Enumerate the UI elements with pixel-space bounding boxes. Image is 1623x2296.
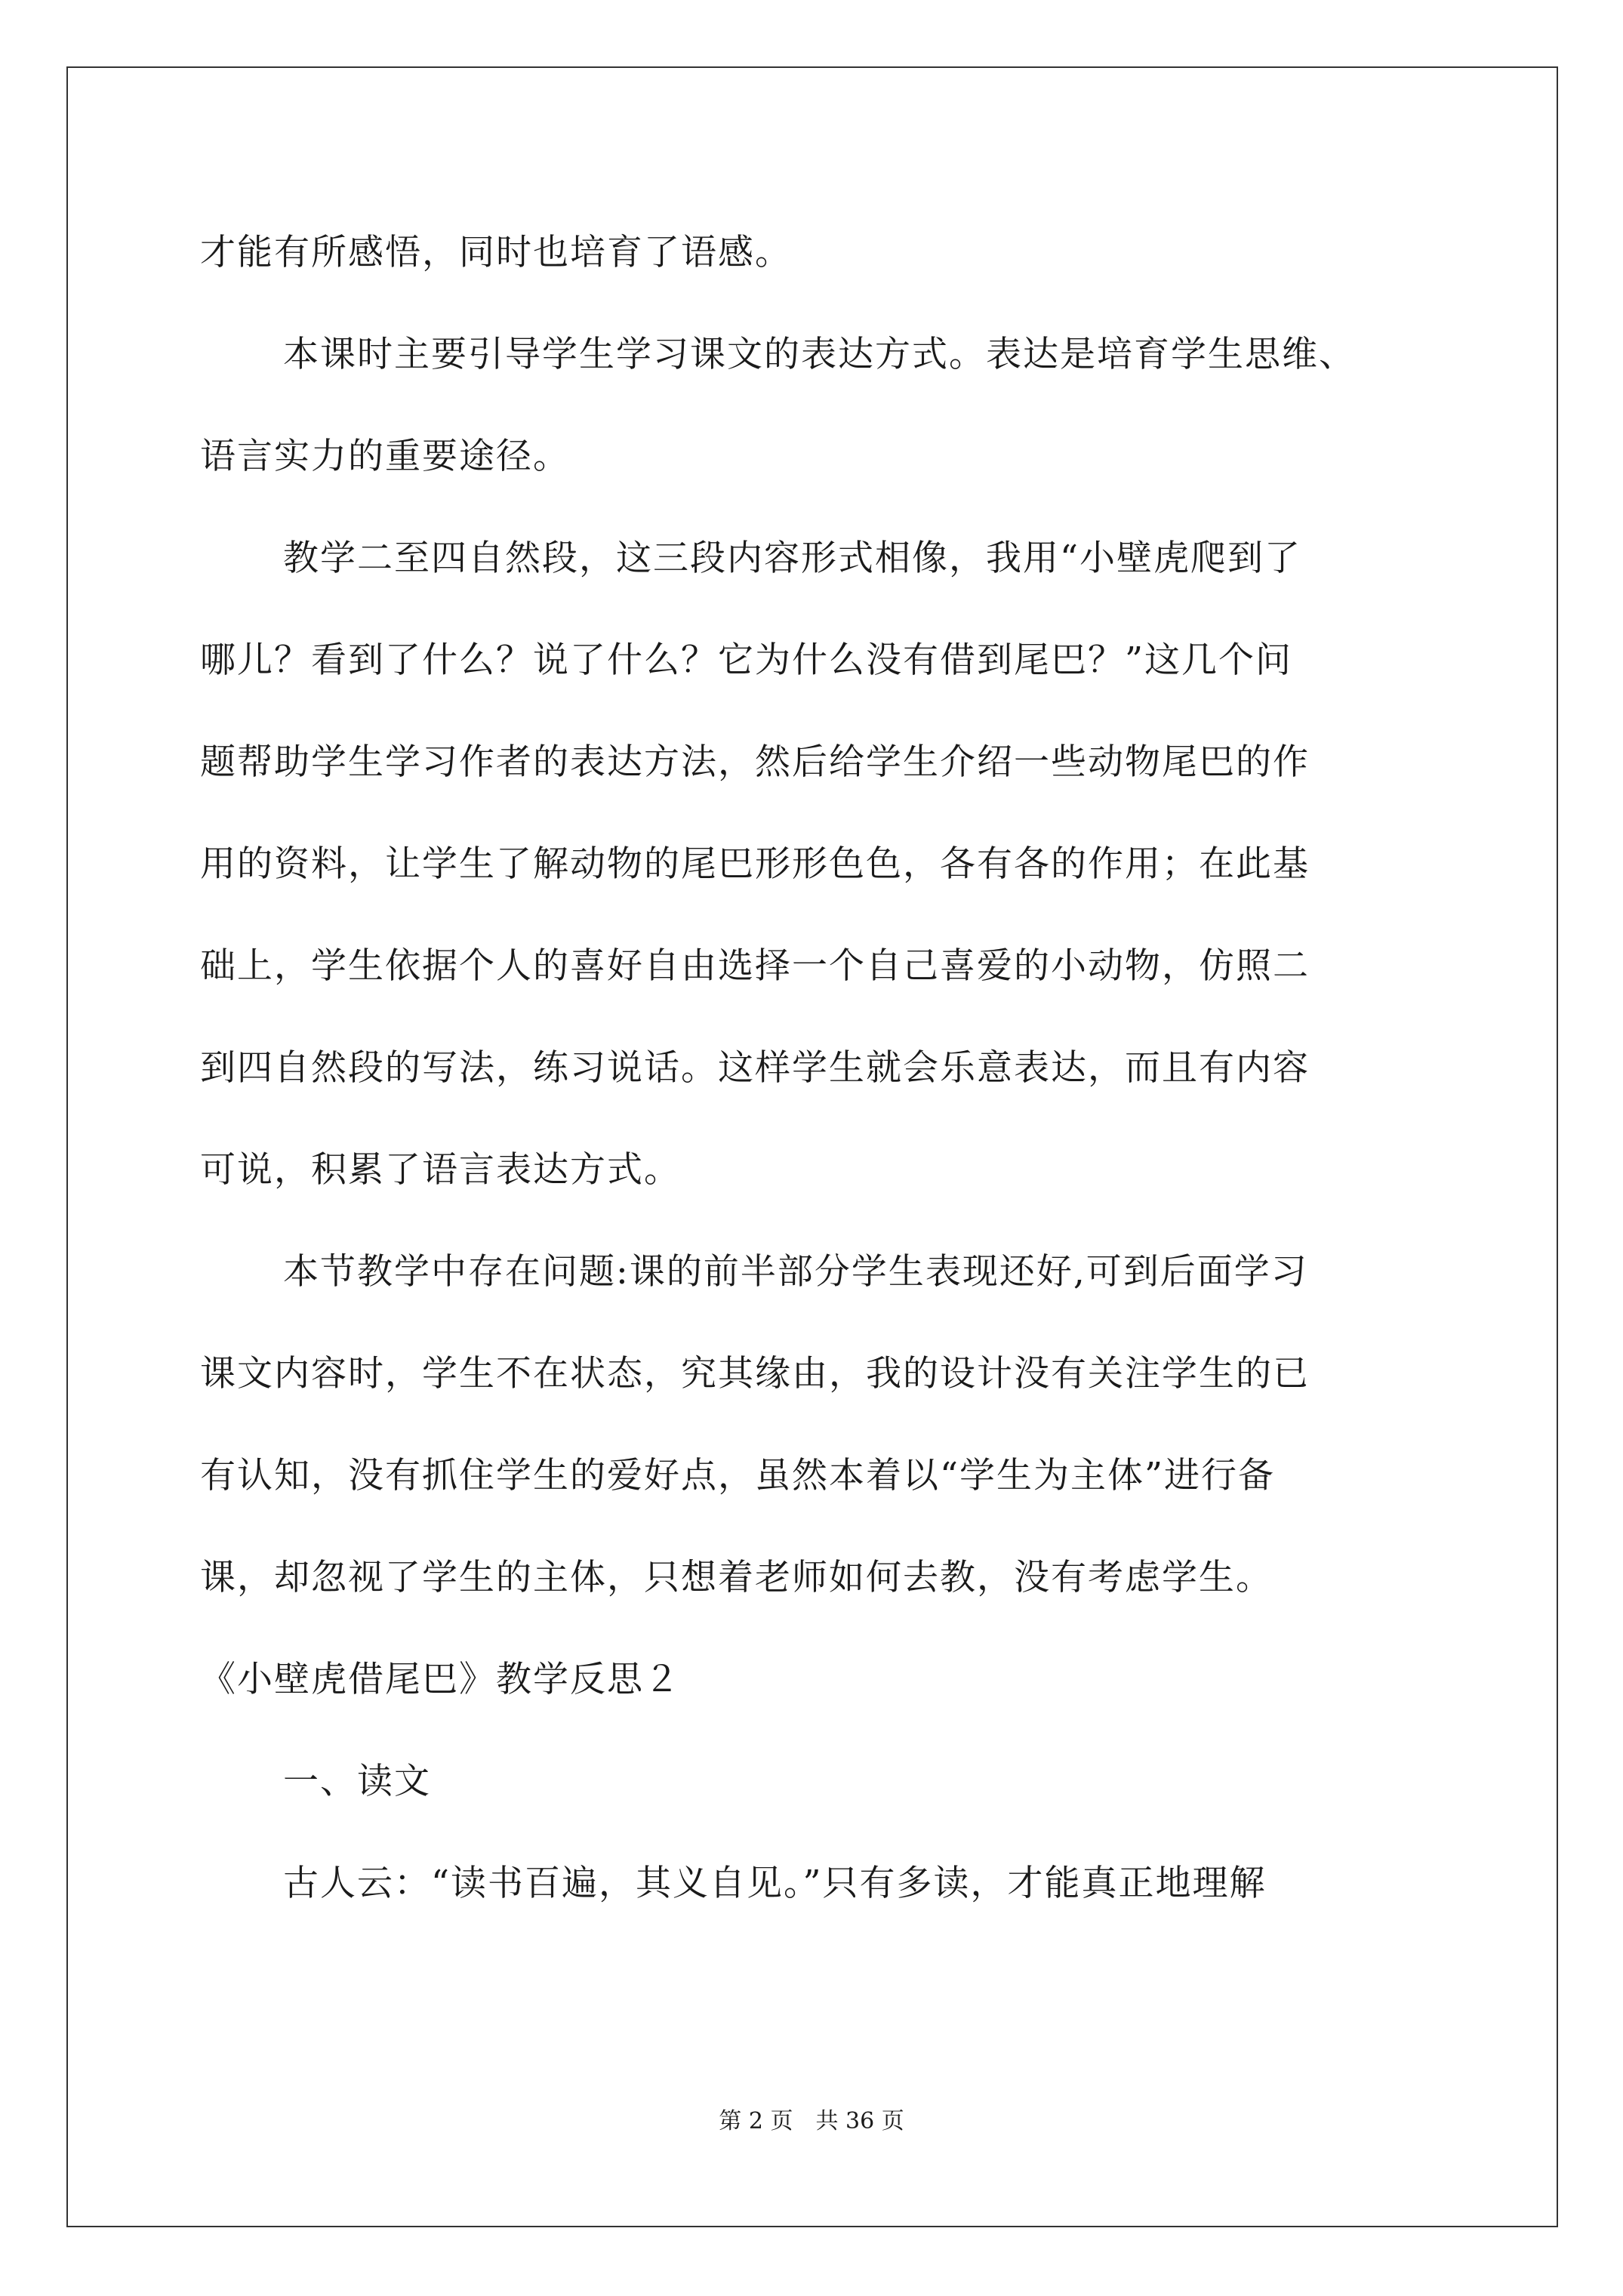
- text-line: 语言实力的重要途径。: [200, 436, 570, 477]
- text-line: 础上，学生依据个人的喜好自由选择一个自己喜爱的小动物，仿照二: [200, 945, 1310, 987]
- paragraph-start: 本课时主要引导学生学习课文的表达方式。表达是培育学生思维、: [283, 334, 1356, 375]
- text-line: 才能有所感悟，同时也培育了语感。: [200, 232, 792, 273]
- paragraph-start: 古人云：“读书百遍，其义自见。”只有多读，才能真正地理解: [283, 1863, 1267, 1904]
- text-line: 哪儿？看到了什么？说了什么？它为什么没有借到尾巴？”这几个问: [200, 639, 1293, 681]
- text-line: 到四自然段的写法，练习说话。这样学生就会乐意表达，而且有内容: [200, 1047, 1310, 1089]
- page-number-footer: 第 2 页 共 36 页: [719, 2108, 904, 2134]
- text-line: 用的资料，让学生了解动物的尾巴形形色色，各有各的作用；在此基: [200, 843, 1310, 885]
- text-line: 课文内容时，学生不在状态，究其缘由，我的设计没有关注学生的已: [200, 1353, 1310, 1395]
- text-line: 可说，积累了语言表达方式。: [200, 1149, 681, 1191]
- subheading: 一、读文: [283, 1761, 431, 1802]
- text-line: 题帮助学生学习作者的表达方法，然后给学生介绍一些动物尾巴的作: [200, 741, 1310, 783]
- text-line: 有认知，没有抓住学生的爱好点，虽然本着以“学生为主体”进行备: [200, 1455, 1276, 1496]
- paragraph-start: 教学二至四自然段，这三段内容形式相像，我用“小壁虎爬到了: [283, 538, 1302, 579]
- paragraph-start: 本节教学中存在问题:课的前半部分学生表现还好,可到后面学习: [283, 1251, 1308, 1293]
- section-heading: 《小壁虎借尾巴》教学反思２: [200, 1659, 681, 1700]
- text-line: 课，却忽视了学生的主体，只想着老师如何去教，没有考虑学生。: [200, 1557, 1273, 1598]
